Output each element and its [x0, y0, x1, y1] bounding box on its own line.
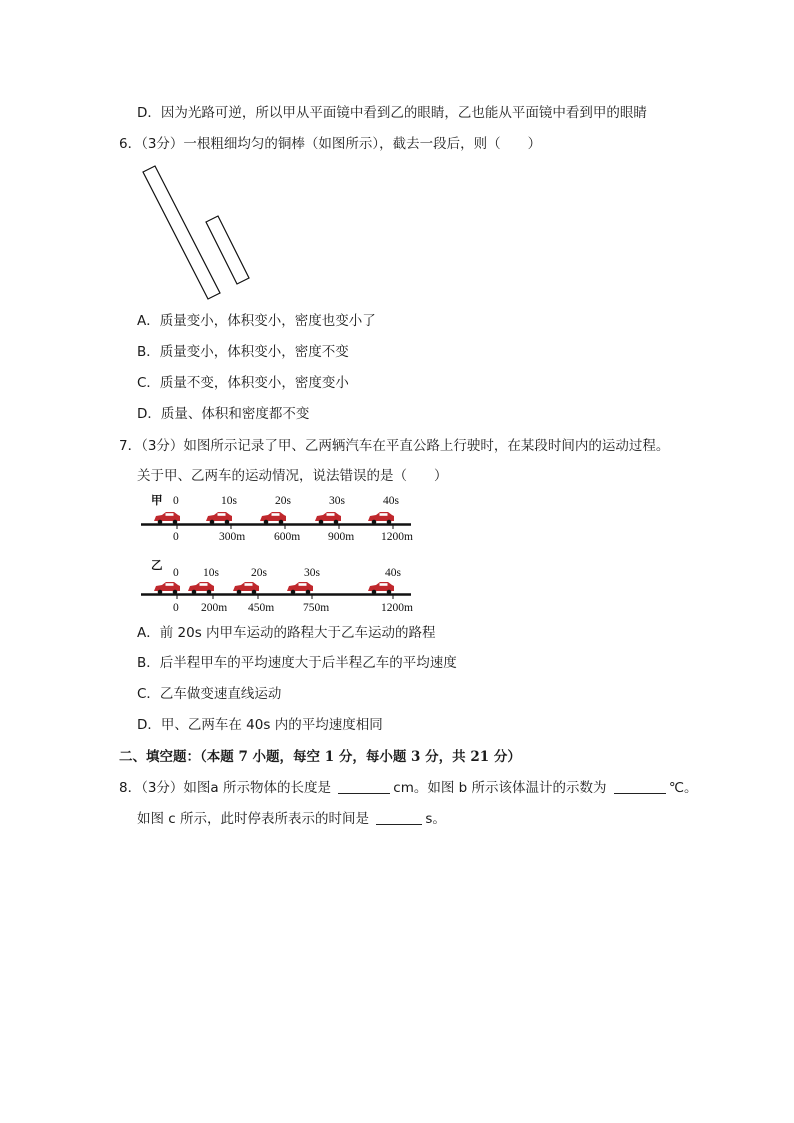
copper-rod-figure: [138, 160, 258, 310]
car-a-time-3: 30s: [329, 495, 345, 507]
car-a-dist-1: 300m: [219, 531, 246, 543]
car-b-dist-0: 0: [173, 602, 179, 614]
car-a-time-2: 20s: [275, 495, 291, 507]
car-b-time-0: 0: [173, 567, 179, 579]
car-a-car-4: [368, 512, 394, 524]
car-b-car-1: [188, 582, 214, 594]
long-rod-rect: [143, 166, 220, 299]
q7-option-c: C．乙车做变速直线运动: [137, 686, 282, 702]
car-b-dist-3: 750m: [303, 602, 330, 614]
car-b-car-4: [368, 582, 394, 594]
q8-line1: [119, 779, 698, 797]
q6-option-a: A．质量变小，体积变小，密度也变小了: [137, 313, 376, 329]
car-b-car-3: [287, 582, 313, 594]
q7-stem-line1: 7．（3分）如图所示记录了甲、乙两辆汽车在平直公路上行驶时，在某段时间内的运动过程。: [119, 438, 670, 454]
car-b-car-2: [233, 582, 259, 594]
car-a-time-4: 40s: [383, 495, 399, 507]
car-b-time-2: 20s: [251, 567, 267, 579]
car-b-time-4: 40s: [385, 567, 401, 579]
car-motion-figure: [135, 488, 425, 618]
car-b-car-0: [154, 582, 180, 594]
car-a-car-3: [315, 512, 341, 524]
q8-text-3: ℃。: [668, 780, 698, 796]
q6-option-c: C．质量不变，体积变小，密度变小: [137, 375, 349, 391]
q8-line2: [137, 810, 446, 828]
q8-text-5: s。: [425, 811, 446, 827]
q8-text-2: cm。如图 b 所示该体温计的示数为: [393, 780, 607, 796]
answer-blank-time[interactable]: [376, 811, 422, 825]
section-heading: 二、填空题：（本题 7 小题，每空 1 分，每小题 3 分，共 21 分）: [119, 749, 521, 765]
car-a-car-1: [206, 512, 232, 524]
q6-option-b: B．质量变小，体积变小，密度不变: [137, 344, 349, 360]
q6-stem: 6．（3分）一根粗细均匀的铜棒（如图所示），截去一段后，则（ ）: [119, 136, 542, 152]
q7-option-d: D．甲、乙两车在 40s 内的平均速度相同: [137, 717, 383, 733]
q8-text-1: 8．（3分）如图a 所示物体的长度是: [119, 780, 331, 796]
answer-blank-temperature[interactable]: [614, 780, 666, 794]
q5-option-d: D．因为光路可逆，所以甲从平面镜中看到乙的眼睛，乙也能从平面镜中看到甲的眼睛: [137, 105, 647, 121]
car-a-time-1: 10s: [221, 495, 237, 507]
answer-blank-length[interactable]: [338, 780, 390, 794]
short-rod-rect: [206, 216, 249, 284]
q7-option-b: B．后半程甲车的平均速度大于后半程乙车的平均速度: [137, 655, 457, 671]
car-a-dist-0: 0: [173, 531, 179, 543]
car-a-car-0: [154, 512, 180, 524]
car-a-dist-2: 600m: [274, 531, 301, 543]
car-b-dist-4: 1200m: [381, 602, 413, 614]
q7-option-a: A．前 20s 内甲车运动的路程大于乙车运动的路程: [137, 625, 436, 641]
car-b-dist-2: 450m: [248, 602, 275, 614]
car-b-name: 乙: [151, 558, 163, 572]
car-b-time-1: 10s: [203, 567, 219, 579]
car-a-dist-4: 1200m: [381, 531, 413, 543]
car-a-cars: [154, 512, 394, 524]
car-b-cars: [154, 582, 394, 594]
car-a-name: 甲: [151, 493, 163, 507]
car-b-time-3: 30s: [304, 567, 320, 579]
car-a-car-2: [260, 512, 286, 524]
q8-text-4: 如图 c 所示，此时停表所表示的时间是: [137, 811, 370, 827]
car-a-dist-3: 900m: [328, 531, 355, 543]
car-b-dist-1: 200m: [201, 602, 228, 614]
q6-option-d: D．质量、体积和密度都不变: [137, 406, 310, 422]
car-a-time-0: 0: [173, 495, 179, 507]
q7-stem-line2: 关于甲、乙两车的运动情况，说法错误的是（ ）: [137, 468, 448, 484]
